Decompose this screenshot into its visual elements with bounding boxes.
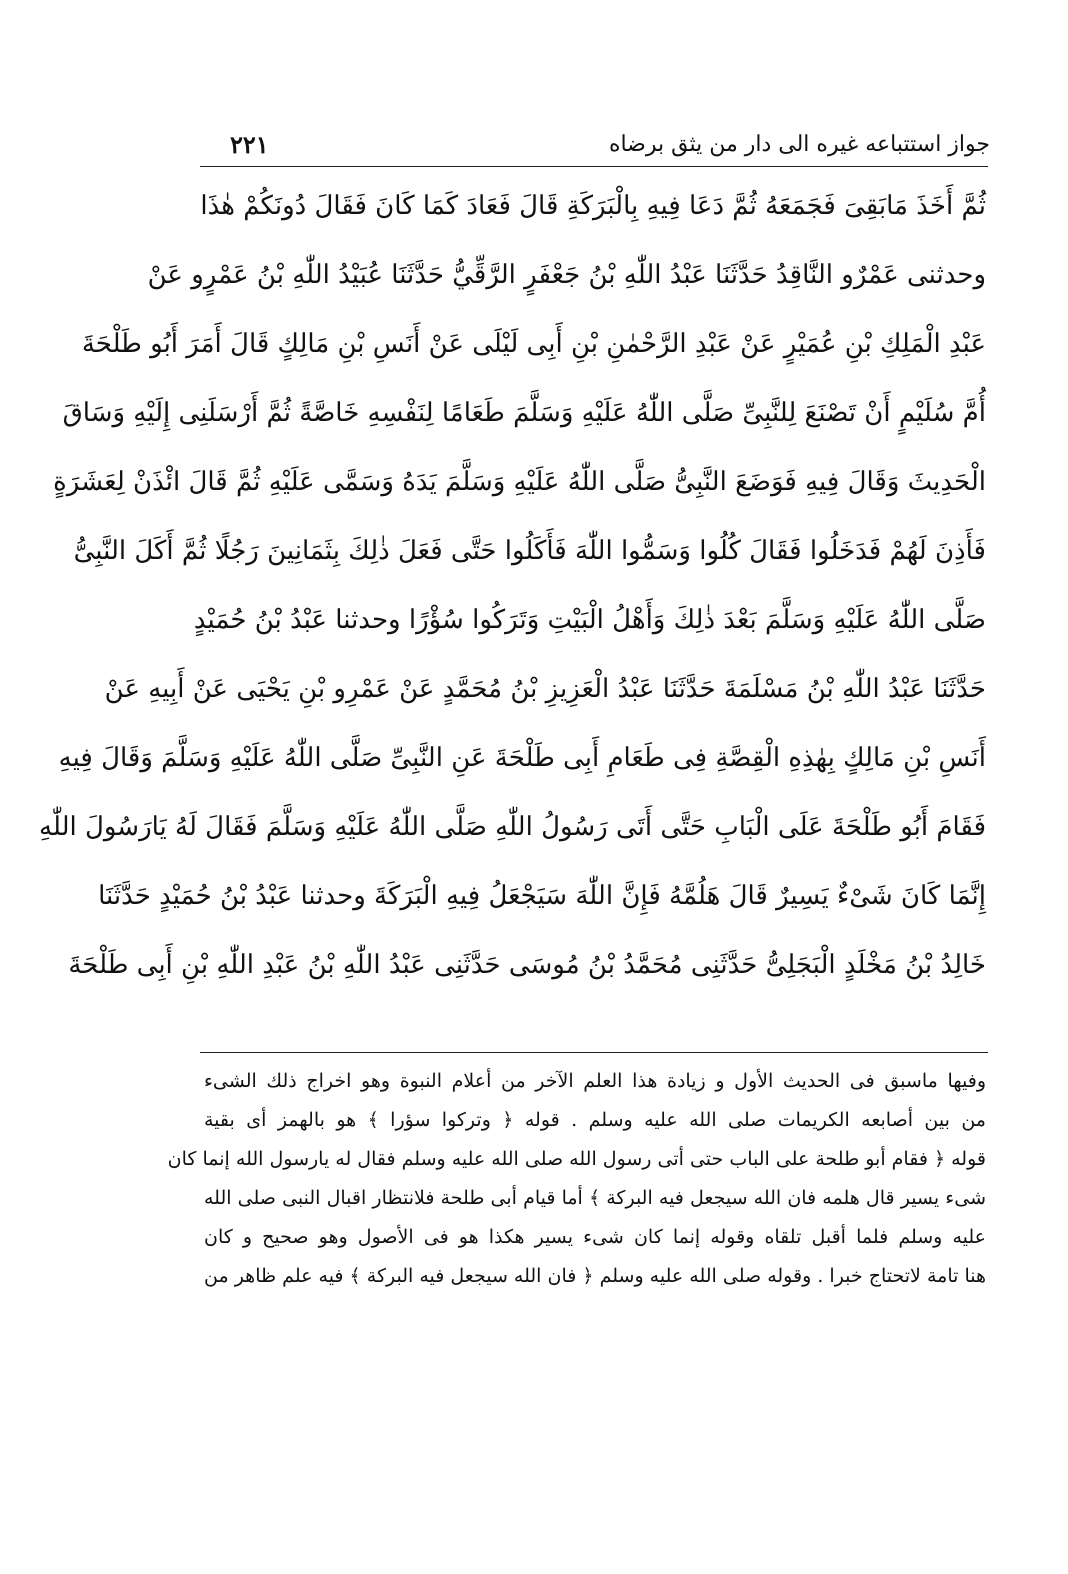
note-line: هنا تامة لاتحتاج خبرا . وقوله صلى الله عليه وسلم ﴿ فان الله سيجعل فيه البركة ﴾ فيه علم ظاهر من bbox=[204, 1265, 986, 1287]
text-line: الْحَدِيثَ وَقَالَ فِيهِ فَوَضَعَ النَّبِىُّ صَلَّى اللّٰهُ عَلَيْهِ وَسَلَّمَ يَدَهُ وَسَمَّى عَلَيْهِ ثُمَّ قَالَ ائْذَنْ لِعَشَرَةٍ bbox=[53, 467, 986, 497]
text-line: أُمَّ سُلَيْمٍ أَنْ تَصْنَعَ لِلنَّبِىِّ صَلَّى اللّٰهُ عَلَيْهِ وَسَلَّمَ طَعَامًا لِنَفْسِهِ خَاصَّةً ثُمَّ أَرْسَلَنِى إِلَيْهِ وَسَاقَ bbox=[62, 398, 986, 428]
text-line: فَقَامَ أَبُو طَلْحَةَ عَلَى الْبَابِ حَتَّى أَتَى رَسُولُ اللّٰهِ صَلَّى اللّٰهُ عَلَيْهِ وَسَلَّمَ فَقَالَ لَهُ يَارَسُولَ اللّٰهِ bbox=[39, 812, 986, 842]
header-rule bbox=[200, 166, 988, 167]
text-line: أَنَسِ بْنِ مَالِكٍ بِهٰذِهِ الْقِصَّةِ فِى طَعَامِ أَبِى طَلْحَةَ عَنِ النَّبِىِّ صَلَّى اللّٰهُ عَلَيْهِ وَسَلَّمَ وَقَالَ فِيهِ bbox=[58, 743, 986, 773]
note-line: شىء يسير قال هلمه فان الله سيجعل فيه البركة ﴾ أما قيام أبى طلحة فلانتظار اقبال النبى صلى الله bbox=[204, 1187, 986, 1209]
note-line: من بين أصابعه الكريمات صلى الله عليه وسلم . قوله ﴿ وتركوا سؤرا ﴾ هو بالهمز أى بقية bbox=[204, 1109, 986, 1131]
text-line: وحدثنى عَمْرٌو النَّاقِدُ حَدَّثَنَا عَبْدُ اللّٰهِ بْنُ جَعْفَرٍ الرَّقِّيُّ حَدَّثَنَا عُبَيْدُ اللّٰهِ بْنُ عَمْرٍو عَنْ bbox=[147, 260, 986, 290]
page-header bbox=[200, 124, 990, 164]
commentary-rule bbox=[200, 1052, 988, 1053]
commentary-text bbox=[167, 1062, 986, 1296]
text-line: ثُمَّ أَخَذَ مَابَقِىَ فَجَمَعَهُ ثُمَّ دَعَا فِيهِ بِالْبَرَكَةِ قَالَ فَعَادَ كَمَا كَانَ فَقَالَ دُونَكُمْ هٰذَا bbox=[200, 191, 986, 221]
text-line: خَالِدُ بْنُ مَخْلَدٍ الْبَجَلِىُّ حَدَّثَنِى مُحَمَّدُ بْنُ مُوسَى حَدَّثَنِى عَبْدُ اللّٰهِ بْنُ عَبْدِ اللّٰهِ بْنِ أَبِى طَلْحَةَ bbox=[68, 950, 986, 980]
text-line: حَدَّثَنَا عَبْدُ اللّٰهِ بْنُ مَسْلَمَةَ حَدَّثَنَا عَبْدُ الْعَزِيزِ بْنُ مُحَمَّدٍ عَنْ عَمْرِو بْنِ يَحْيَى عَنْ أَبِيهِ عَنْ bbox=[104, 674, 986, 704]
note-line: قوله ﴿ فقام أبو طلحة على الباب حتى أتى رسول الله صلى الله عليه وسلم فقال له يارسول الله إنما كان bbox=[167, 1148, 986, 1170]
note-line: عليه وسلم فلما أقبل تلقاه وقوله إنما كان شىء يسير هكذا هو فى الأصول وهو صحيح و كان bbox=[204, 1226, 986, 1248]
note-line: وفيها ماسبق فى الحديث الأول و زيادة هذا العلم الآخر من أعلام النبوة وهو اخراج ذلك الشىء bbox=[204, 1070, 986, 1092]
hadith-text bbox=[39, 172, 986, 1000]
running-title: جواز استتباعه غيره الى دار من يثق برضاه bbox=[608, 131, 990, 157]
text-line: صَلَّى اللّٰهُ عَلَيْهِ وَسَلَّمَ بَعْدَ ذٰلِكَ وَأَهْلُ الْبَيْتِ وَتَرَكُوا سُؤْرًا وحدثنا عَبْدُ بْنُ حُمَيْدٍ bbox=[193, 605, 986, 635]
text-line: فَأَذِنَ لَهُمْ فَدَخَلُوا فَقَالَ كُلُوا وَسَمُّوا اللّٰهَ فَأَكَلُوا حَتَّى فَعَلَ ذٰلِكَ بِثَمَانِينَ رَجُلًا ثُمَّ أَكَلَ النَّبِىُّ bbox=[73, 536, 986, 566]
page-number: ٢٢١ bbox=[230, 129, 269, 159]
text-line: عَبْدِ الْمَلِكِ بْنِ عُمَيْرٍ عَنْ عَبْدِ الرَّحْمٰنِ بْنِ أَبِى لَيْلَى عَنْ أَنَسِ بْنِ مَالِكٍ قَالَ أَمَرَ أَبُو طَلْحَةَ bbox=[81, 329, 986, 359]
text-line: إِنَّمَا كَانَ شَىْءٌ يَسِيرٌ قَالَ هَلُمَّهُ فَإِنَّ اللّٰهَ سَيَجْعَلُ فِيهِ الْبَرَكَةَ وحدثنا عَبْدُ بْنُ حُمَيْدٍ حَدَّثَنَا bbox=[98, 881, 986, 911]
